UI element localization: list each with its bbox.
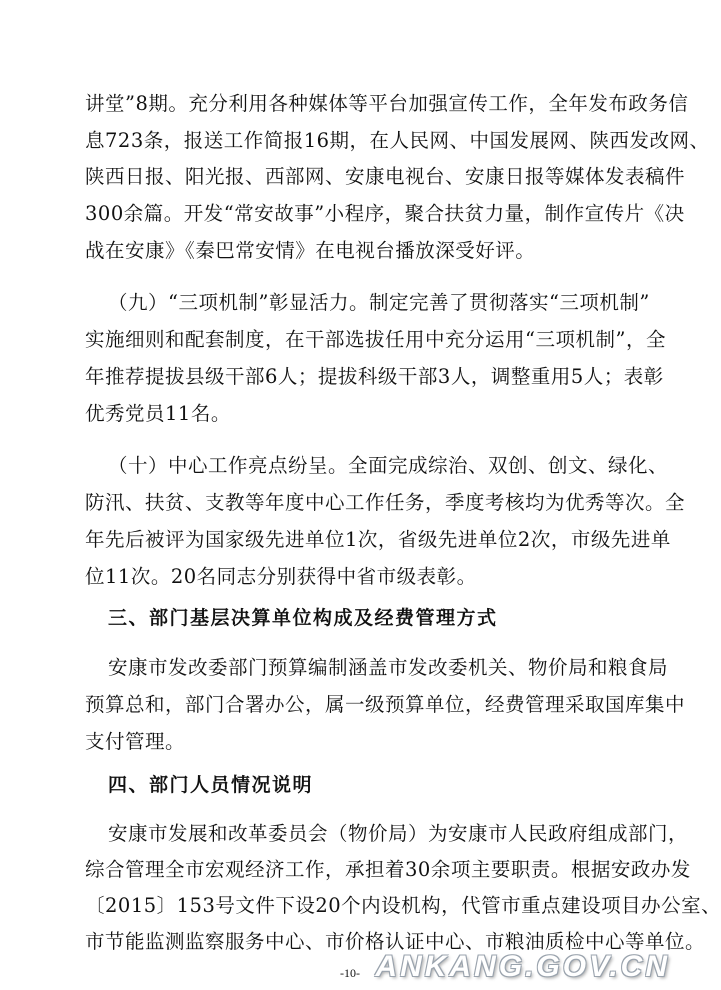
- text-line: 300余篇。开发“常安故事”小程序，聚合扶贫力量，制作宣传片《决: [85, 202, 685, 225]
- site-watermark: ANKANG.GOV.CN: [375, 950, 670, 983]
- text-line: 安康市发展和改革委员会（物价局）为安康市人民政府组成部门，: [108, 822, 689, 845]
- text-line: （十）中心工作亮点纷呈。全面完成综治、双创、创文、绿化、: [108, 454, 669, 477]
- text-line: 综合管理全市宏观经济工作，承担着30余项主要职责。根据安政办发: [85, 858, 691, 881]
- text-line: 优秀党员11名。: [85, 402, 231, 425]
- text-line: 实施细则和配套制度，在干部选拔任用中充分运用“三项机制”，全: [85, 328, 666, 351]
- text-line: 〔2015〕153号文件下设20个内设机构，代管市重点建设项目办公室、: [85, 894, 721, 917]
- text-line: 安康市发改委部门预算编制涵盖市发改委机关、物价局和粮食局: [108, 656, 669, 679]
- text-line: 年先后被评为国家级先进单位1次，省级先进单位2次，市级先进单: [85, 528, 671, 551]
- text-line: 陕西日报、阳光报、西部网、安康电视台、安康日报等媒体发表稿件: [85, 165, 686, 188]
- text-line: 讲堂”8期。充分利用各种媒体等平台加强宣传工作，全年发布政务信: [85, 92, 689, 115]
- text-line: 支付管理。: [85, 730, 186, 753]
- section-heading: 三、部门基层决算单位构成及经费管理方式: [108, 607, 498, 629]
- text-line: 防汛、扶贫、支教等年度中心工作任务，季度考核均为优秀等次。全: [85, 491, 686, 514]
- text-line: 预算总和，部门合署办公，属一级预算单位，经费管理采取国库集中: [85, 693, 686, 716]
- text-line: 位11次。20名同志分别获得中省市级表彰。: [85, 565, 477, 588]
- text-line: 息723条，报送工作简报16期，在人民网、中国发展网、陕西发改网、: [85, 129, 710, 152]
- page-number: -10-: [340, 966, 360, 980]
- text-line: 市节能监测监察服务中心、市价格认证中心、市粮油质检中心等单位。: [85, 930, 706, 953]
- section-heading: 四、部门人员情况说明: [108, 774, 314, 796]
- text-line: 战在安康》《秦巴常安情》在电视台播放深受好评。: [85, 239, 536, 262]
- text-line: 年推荐提拔县级干部6人；提拔科级干部3人，调整重用5人；表彰: [85, 365, 664, 388]
- text-line: （九）“三项机制”彰显活力。制定完善了贯彻落实“三项机制”: [108, 291, 650, 314]
